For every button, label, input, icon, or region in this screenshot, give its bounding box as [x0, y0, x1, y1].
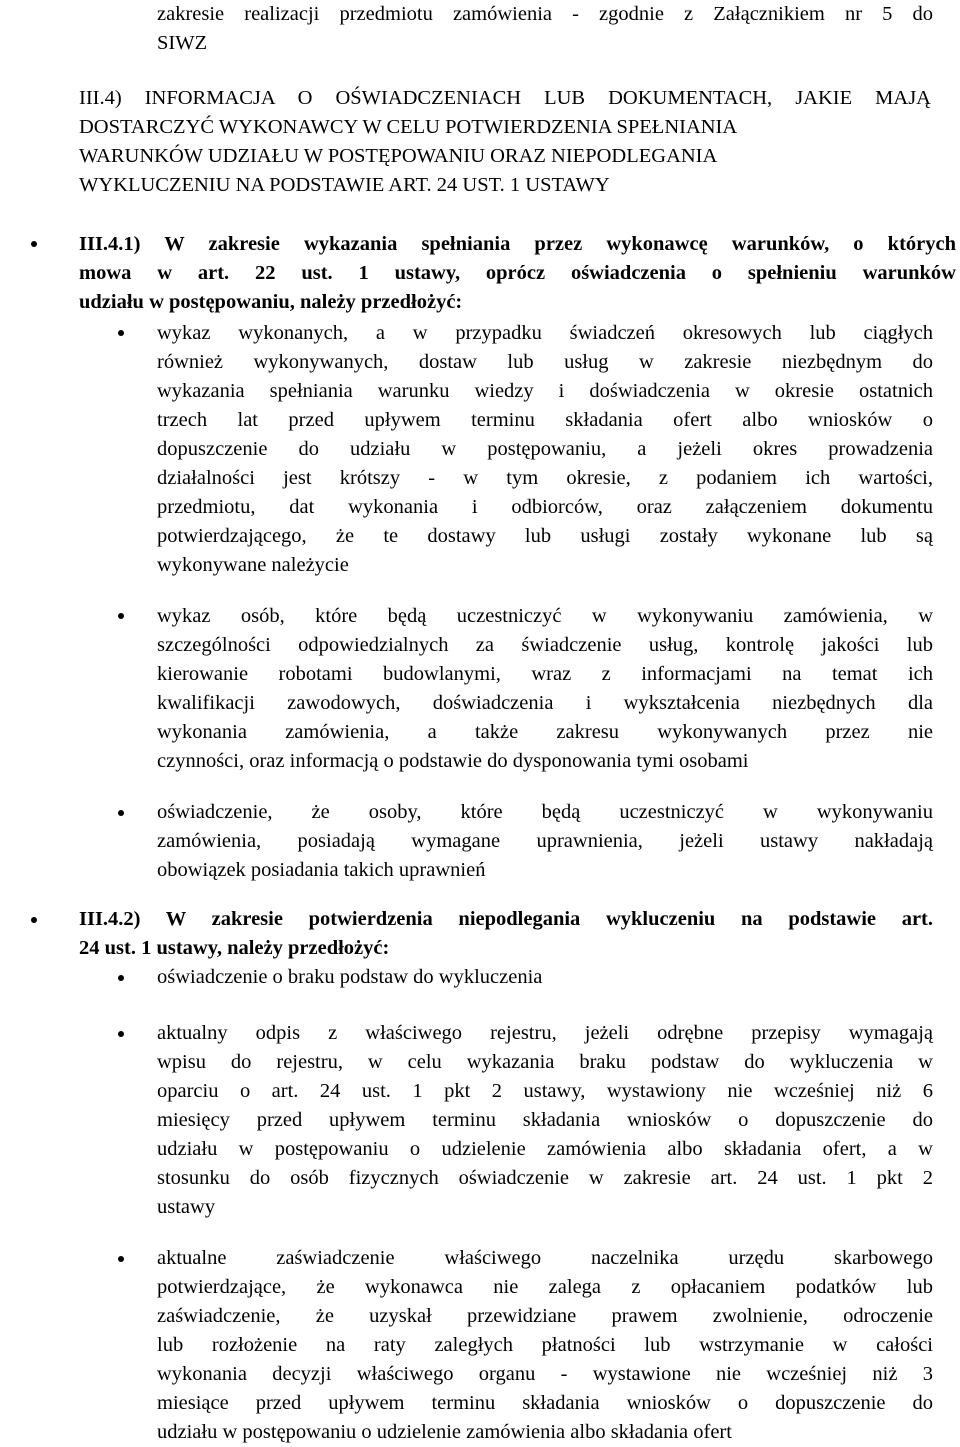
section-heading [79, 84, 931, 200]
text-line: wykazania spełniania warunku wiedzy i doświadczenia w okresie ostatnich [157, 380, 933, 402]
text-line: oparciu o art. 24 ust. 1 pkt 2 ustawy, wystawiony nie wcześniej niż 6 [157, 1080, 933, 1102]
item-heading-line: III.4.2) W zakresie potwierdzenia niepodlegania wykluczeniu na podstawie art. [79, 908, 933, 930]
text-line: udziału w postępowaniu, należy przedłożyć: [79, 291, 463, 313]
text-line: zamówienia, posiadają wymagane uprawnienia, jeżeli ustawy nakładają [157, 830, 933, 852]
text-line: stosunku do osób fizycznych oświadczenie w zakresie art. 24 ust. 1 pkt 2 [157, 1167, 933, 1189]
bullet-icon [31, 917, 37, 923]
text-line: przedmiotu, dat wykonania i odbiorców, oraz załączeniem dokumentu [157, 496, 933, 518]
text-line: wpisu do rejestru, w celu wykazania braku podstaw do wykluczenia w [157, 1051, 933, 1073]
text-line: czynności, oraz informacją o podstawie do dysponowania tymi osobami [157, 750, 749, 772]
text-line: miesiące przed upływem terminu składania wniosków o dopuszczenie do [157, 1392, 933, 1414]
text-line: potwierdzające, że wykonawca nie zalega z opłacaniem podatków lub [157, 1276, 933, 1298]
text-line: trzech lat przed upływem terminu składania ofert albo wniosków o [157, 409, 933, 431]
text-line: mowa w art. 22 ust. 1 ustawy, oprócz oświadczenia o spełnieniu warunków [79, 262, 956, 284]
heading-line: WARUNKÓW UDZIAŁU W POSTĘPOWANIU ORAZ NIEPODLEGANIA [79, 145, 718, 167]
bullet-icon [118, 330, 124, 336]
item-heading-line: III.4.1) W zakresie wykazania spełniania przez wykonawcę warunków, o których [79, 233, 956, 255]
text-line: również wykonywanych, dostaw lub usług w zakresie niezbędnym do [157, 351, 933, 373]
text-line: udziału w postępowaniu o udzielenie zamówienia albo składania ofert, a w [157, 1138, 933, 1160]
bullet-icon [118, 1031, 124, 1037]
text-line: wykonania decyzji właściwego organu - wystawione nie wcześniej niż 3 [157, 1363, 933, 1385]
text-line: kwalifikacji zawodowych, doświadczenia i wykształcenia niezbędnych dla [157, 692, 933, 714]
text-line: udziału w postępowaniu o udzielenie zamówienia albo składania ofert [157, 1421, 732, 1443]
text-line: wykaz wykonanych, a w przypadku świadczeń okresowych lub ciągłych [157, 322, 933, 344]
text-line: aktualne zaświadczenie właściwego naczelnika urzędu skarbowego [157, 1247, 933, 1269]
text-line: oświadczenie, że osoby, które będą uczestniczyć w wykonywaniu [157, 801, 933, 823]
text-line: dopuszczenie do udziału w postępowaniu, a jeżeli okres prowadzenia [157, 438, 933, 460]
text-line: 24 ust. 1 ustawy, należy przedłożyć: [79, 937, 390, 959]
heading-line: DOSTARCZYĆ WYKONAWCY W CELU POTWIERDZENIA SPEŁNIANIA [79, 116, 738, 138]
text-line: zakresie realizacji przedmiotu zamówienia - zgodnie z Załącznikiem nr 5 do [157, 3, 933, 25]
text-line: wykonywane należycie [157, 554, 349, 576]
text-line: miesięcy przed upływem terminu składania wniosków o dopuszczenie do [157, 1109, 933, 1131]
text-line: wykaz osób, które będą uczestniczyć w wykonywaniu zamówienia, w [157, 605, 933, 627]
top-continuation-text [157, 0, 933, 58]
text-line: aktualny odpis z właściwego rejestru, jeżeli odrębne przepisy wymagają [157, 1022, 933, 1044]
text-line: szczególności odpowiedzialnych za świadczenie usług, kontrolę jakości lub [157, 634, 933, 656]
sub-item-registry-extract [157, 1019, 933, 1222]
sub-item-qualifications [157, 798, 933, 885]
text-line: działalności jest krótszy - w tym okresie, z podaniem ich wartości, [157, 467, 933, 489]
bullet-icon [118, 613, 124, 619]
bullet-icon [118, 1256, 124, 1262]
item-4-2-intro [79, 905, 933, 963]
sub-item-tax-certificate [157, 1244, 933, 1447]
heading-line: III.4) INFORMACJA O OŚWIADCZENIACH LUB DOKUMENTACH, JAKIE MAJĄ [79, 87, 931, 109]
text-line: SIWZ [157, 32, 208, 54]
sub-item-staff-list [157, 602, 933, 776]
text-line: obowiązek posiadania takich uprawnień [157, 859, 486, 881]
item-4-1-intro [79, 230, 956, 317]
sub-item-work-list [157, 319, 933, 580]
bullet-icon [118, 975, 124, 981]
text-line: wykonania zamówienia, a także zakresu wykonywanych przez nie [157, 721, 933, 743]
text-line: ustawy [157, 1196, 216, 1218]
text-line: kierowanie robotami budowlanymi, wraz z informacjami na temat ich [157, 663, 933, 685]
text-line: lub rozłożenie na raty zaległych płatności lub wstrzymanie w całości [157, 1334, 933, 1356]
heading-line: WYKLUCZENIU NA PODSTAWIE ART. 24 UST. 1 USTAWY [79, 174, 610, 196]
sub-item-no-grounds-statement [157, 963, 933, 992]
text-line: oświadczenie o braku podstaw do wykluczenia [157, 966, 543, 988]
text-line: zaświadczenie, że uzyskał przewidziane prawem zwolnienie, odroczenie [157, 1305, 933, 1327]
bullet-icon [118, 810, 124, 816]
text-line: potwierdzającego, że te dostawy lub usługi zostały wykonane lub są [157, 525, 933, 547]
bullet-icon [31, 241, 37, 247]
